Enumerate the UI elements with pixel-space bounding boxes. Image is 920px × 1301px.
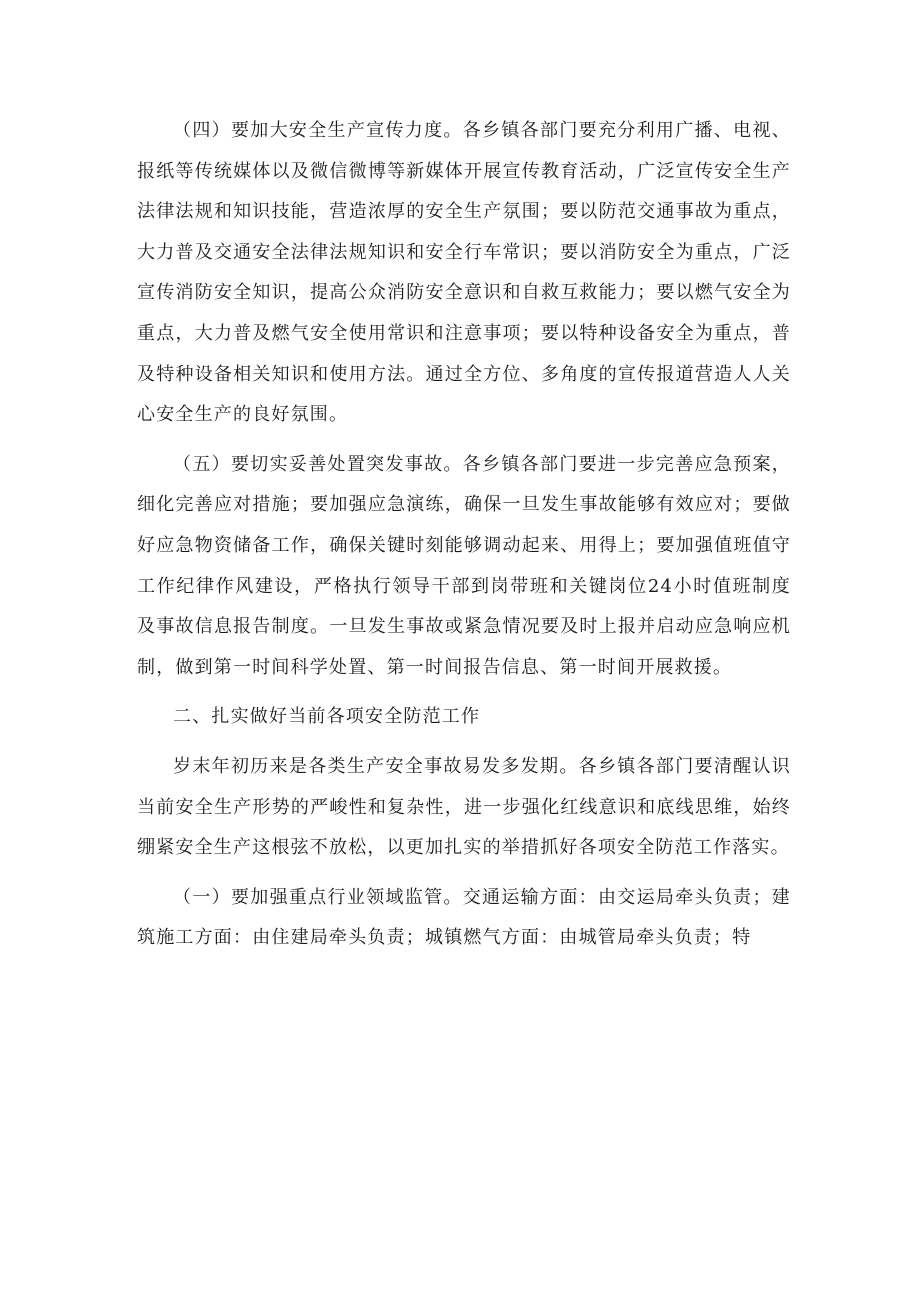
- paragraph-emergency: （五）要切实妥善处置突发事故。各乡镇各部门要进一步完善应急预案，细化完善应对措施；要加强应急演练，确保一旦发生事故能够有效应对；要做好应急物资储备工作，确保关键时刻能够调动起来、用得上；要加强值班值守工作纪律作风建设，严格执行领导干部到岗带班和关键岗位24小时值班制度及事故信息报告制度。一旦发生事故或紧急情况要及时上报并启动应急响应机制，做到第一时间科学处置、第一时间报告信息、第一时间开展救援。: [137, 453, 791, 678]
- section-heading: 二、扎实做好当前各项安全防范工作: [173, 706, 481, 728]
- paragraph-publicity: （四）要加大安全生产宣传力度。各乡镇各部门要充分利用广播、电视、报纸等传统媒体以及微信微博等新媒体开展宣传教育活动，广泛宣传安全生产法律法规和知识技能，营造浓厚的安全生产氛围；要以防范交通事故为重点，大力普及交通安全法律法规知识和安全行车常识；要以消防安全为重点，广泛宣传消防安全知识，提高公众消防安全意识和自救互救能力；要以燃气安全为重点，大力普及燃气安全使用常识和注意事项；要以特种设备安全为重点，普及特种设备相关知识和使用方法。通过全方位、多角度的宣传报道营造人人关心安全生产的良好氛围。: [137, 120, 791, 426]
- paragraph-supervision: （一）要加强重点行业领域监管。交通运输方面：由交运局牵头负责；建筑施工方面：由住建局牵头负责；城镇燃气方面：由城管局牵头负责；特: [137, 886, 791, 949]
- document-body: [137, 111, 791, 959]
- paragraph-year-end: 岁末年初历来是各类生产安全事故易发多发期。各乡镇各部门要清醒认识当前安全生产形势的严峻性和复杂性，进一步强化红线意识和底线思维，始终绷紧安全生产这根弦不放松，以更加扎实的举措抓好各项安全防范工作落实。: [137, 755, 791, 859]
